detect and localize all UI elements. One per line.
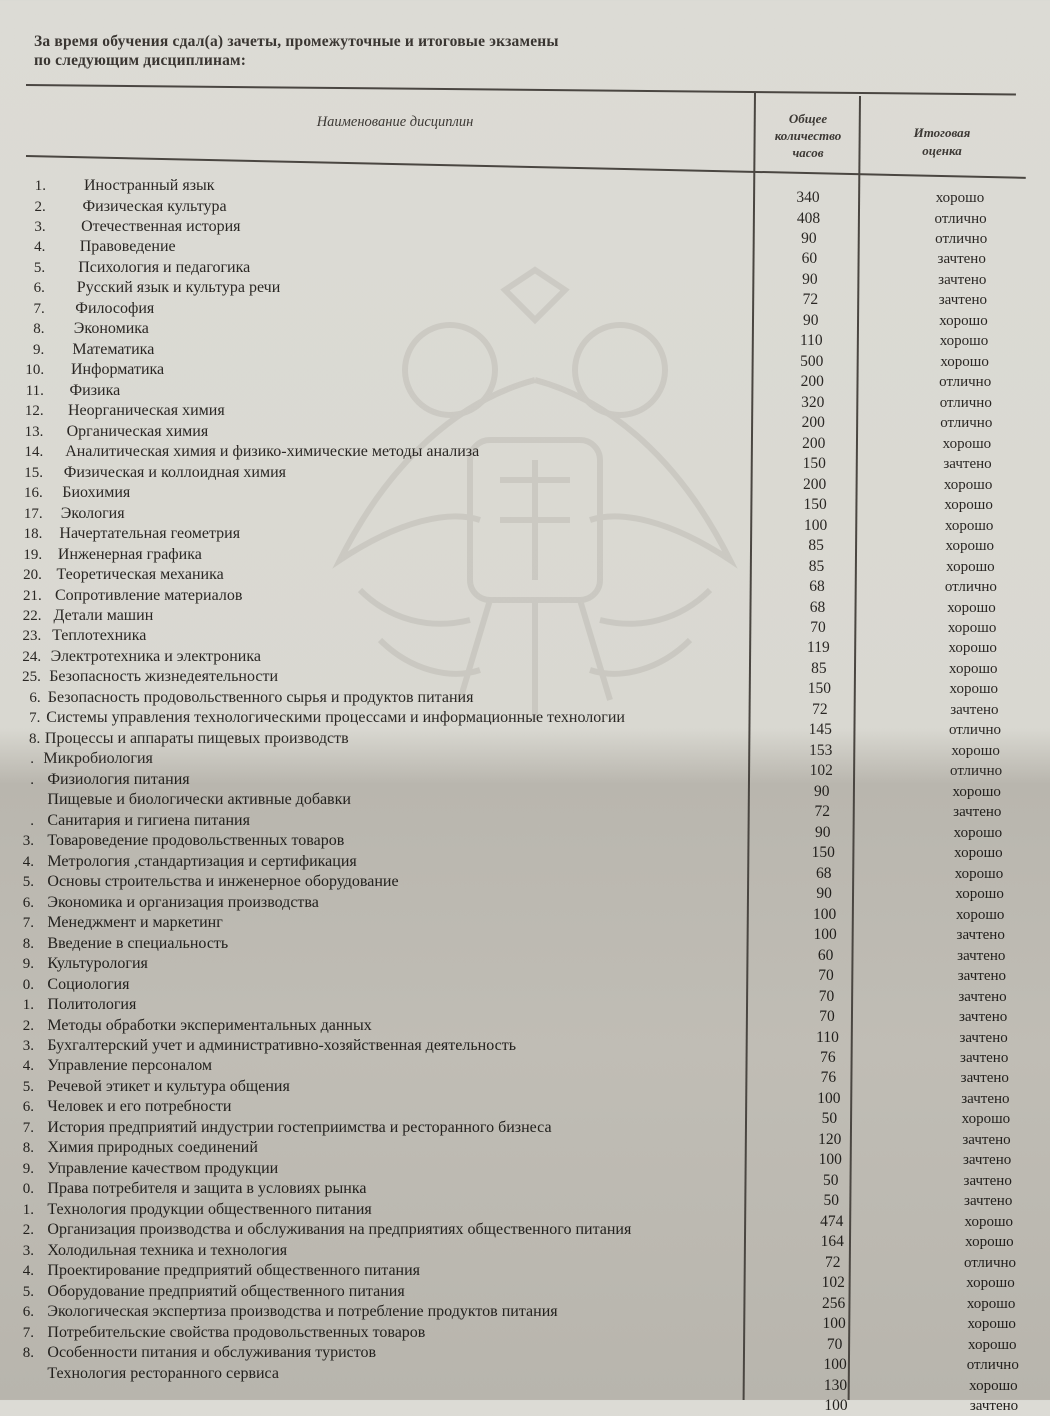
discipline-grade: хорошо	[965, 1234, 1014, 1251]
discipline-grade: хорошо	[947, 599, 996, 616]
discipline-name: Управление персоналом	[47, 1057, 213, 1075]
discipline-grade: хорошо	[949, 681, 999, 698]
row-number: .	[30, 751, 34, 768]
discipline-name: Технология продукции общественного питания	[47, 1200, 372, 1218]
row-number: 8.	[33, 321, 45, 338]
discipline-name: Методы обработки экспериментальных данных	[47, 1016, 372, 1034]
discipline-name: Отечественная история	[81, 217, 241, 235]
row-number: 5.	[33, 259, 46, 276]
discipline-hours: 130	[823, 1376, 848, 1394]
discipline-hours: 320	[801, 393, 825, 411]
discipline-hours: 100	[824, 1397, 848, 1414]
discipline-name: Электротехника и электроника	[50, 647, 261, 665]
discipline-hours: 72	[802, 291, 819, 309]
discipline-grade: хорошо	[952, 783, 1001, 800]
discipline-hours: 70	[818, 987, 835, 1005]
discipline-grade: хорошо	[945, 538, 995, 555]
discipline-grade: зачтено	[957, 968, 1007, 984]
discipline-grade: хорошо	[964, 1213, 1014, 1230]
discipline-grade: отлично	[939, 394, 992, 411]
discipline-hours: 200	[800, 373, 824, 391]
discipline-hours: 90	[814, 823, 831, 841]
discipline-name: Бухгалтерский учет и административно-хозяйственная деятельность	[47, 1036, 516, 1054]
discipline-hours: 100	[817, 1089, 841, 1107]
row-number: 24.	[22, 648, 42, 665]
row-number: .	[30, 771, 34, 788]
discipline-grade: зачтено	[962, 1131, 1011, 1148]
discipline-name: Начертательная геометрия	[59, 525, 241, 543]
discipline-name: Психология и педагогика	[78, 258, 251, 276]
discipline-name: Физиология питания	[47, 770, 190, 788]
discipline-grade: отлично	[939, 374, 992, 391]
discipline-grade: зачтено	[953, 804, 1002, 821]
discipline-hours: 50	[823, 1192, 840, 1210]
discipline-grade: зачтено	[960, 1049, 1009, 1066]
discipline-hours: 474	[820, 1212, 844, 1230]
table-top-rule	[26, 84, 1016, 95]
discipline-grade: хорошо	[955, 906, 1005, 923]
row-number: 3.	[22, 1037, 34, 1054]
discipline-grade: зачтено	[962, 1152, 1012, 1169]
discipline-grade: отлично	[948, 722, 1002, 739]
discipline-grade: отлично	[950, 763, 1003, 780]
discipline-name: Пищевые и биологически активные добавки	[47, 791, 351, 809]
discipline-grade: отлично	[940, 415, 993, 432]
row-number: 16.	[24, 485, 43, 502]
discipline-hours: 76	[820, 1069, 837, 1087]
row-number: 6.	[29, 689, 41, 706]
row-number: 4.	[22, 853, 34, 870]
discipline-name: Иностранный язык	[84, 177, 215, 194]
discipline-hours: 150	[811, 844, 835, 862]
row-number: 6.	[22, 1099, 34, 1116]
discipline-grade: хорошо	[968, 1336, 1017, 1353]
row-number: .	[30, 812, 34, 829]
row-number: 9.	[33, 341, 45, 358]
discipline-name: Физическая и коллоидная химия	[63, 463, 287, 481]
discipline-grade: хорошо	[966, 1295, 1016, 1312]
discipline-hours: 76	[820, 1048, 836, 1066]
discipline-hours: 100	[818, 1151, 842, 1169]
discipline-name: Экология	[60, 504, 125, 522]
row-number: 1.	[34, 178, 46, 194]
discipline-name: История предприятий индустрии гостеприимства и ресторанного бизнеса	[47, 1118, 552, 1136]
row-number: 8.	[22, 935, 34, 952]
discipline-grade: зачтено	[957, 947, 1006, 964]
discipline-hours: 119	[807, 639, 830, 657]
discipline-hours: 85	[811, 659, 827, 677]
discipline-hours: 200	[802, 434, 826, 452]
row-number: 20.	[23, 567, 42, 583]
discipline-hours: 72	[824, 1253, 841, 1271]
discipline-name: Системы управления технологическими процессами и информационные технологии	[46, 709, 625, 727]
discipline-hours: 110	[799, 332, 823, 350]
discipline-name: Сопротивление материалов	[55, 586, 243, 604]
discipline-hours: 70	[818, 967, 834, 984]
discipline-hours: 150	[803, 496, 827, 514]
discipline-hours: 102	[809, 762, 833, 780]
discipline-grade: отлично	[935, 230, 988, 247]
discipline-hours: 85	[808, 537, 824, 555]
row-number: 5.	[22, 1283, 34, 1300]
discipline-hours: 68	[815, 864, 832, 882]
discipline-name: Санитария и гигиена питания	[47, 811, 250, 829]
discipline-name: Неорганическая химия	[68, 402, 225, 420]
discipline-grade: отлично	[966, 1357, 1019, 1374]
row-number: 2.	[22, 1017, 34, 1034]
discipline-name: Особенности питания и обслуживания туристов	[47, 1344, 377, 1362]
discipline-grade: хорошо	[953, 824, 1003, 841]
discipline-grade: зачтено	[938, 292, 988, 309]
column-header-hours	[758, 110, 858, 161]
discipline-name: Потребительские свойства продовольственных товаров	[47, 1323, 426, 1341]
discipline-name: Политология	[47, 996, 137, 1013]
discipline-name: Метрология ,стандартизация и сертификация	[47, 852, 357, 870]
discipline-hours: 102	[821, 1274, 845, 1292]
column-header-hours-line-3: часов	[792, 145, 824, 160]
row-number: 9.	[22, 956, 34, 972]
discipline-grade: зачтено	[956, 927, 1005, 944]
row-number: 4.	[34, 239, 46, 256]
row-number: 19.	[23, 546, 43, 563]
row-number: 3.	[22, 1242, 34, 1259]
row-number: 13.	[24, 423, 44, 440]
discipline-hours: 100	[803, 516, 828, 534]
discipline-name: Инженерная графика	[57, 545, 202, 563]
row-number: 12.	[24, 403, 44, 420]
discipline-name: Проектирование предприятий общественного питания	[47, 1262, 421, 1280]
discipline-name: Русский язык и культура речи	[76, 279, 281, 297]
discipline-name: Правоведение	[79, 238, 176, 256]
row-number: 4.	[22, 1263, 34, 1280]
row-number: 2.	[34, 198, 46, 215]
row-number: 1.	[22, 1201, 34, 1218]
discipline-grade: зачтено	[958, 1009, 1008, 1025]
discipline-grade: зачтено	[958, 988, 1007, 1005]
discipline-grade: хорошо	[939, 333, 989, 350]
discipline-name: Математика	[72, 340, 155, 358]
discipline-name: Экономика	[73, 320, 149, 338]
discipline-name: Социология	[47, 975, 130, 993]
discipline-name: Экологическая экспертиза производства и потребление продуктов питания	[47, 1303, 558, 1321]
discipline-hours: 500	[800, 352, 824, 370]
discipline-grade: зачтено	[937, 251, 986, 268]
discipline-grade: зачтено	[969, 1398, 1019, 1414]
discipline-grade: хорошо	[969, 1377, 1018, 1394]
row-number: 6.	[22, 1304, 34, 1321]
row-number: 21.	[22, 587, 42, 604]
row-number: 0.	[22, 976, 34, 993]
row-number: 7.	[22, 1324, 34, 1341]
discipline-name: Физика	[69, 381, 121, 399]
discipline-name: Менеджмент и маркетинг	[47, 914, 223, 932]
discipline-grade: зачтено	[950, 701, 999, 718]
row-number: 6.	[22, 894, 34, 911]
discipline-grade: хорошо	[946, 558, 995, 575]
discipline-name: Микробиология	[43, 750, 153, 768]
discipline-hours: 68	[809, 598, 826, 616]
discipline-name: Управление качеством продукции	[47, 1159, 279, 1177]
discipline-grade: хорошо	[954, 845, 1003, 862]
row-number: 5.	[22, 1078, 34, 1095]
discipline-name: Оборудование предприятий общественного питания	[47, 1282, 405, 1300]
discipline-name: Введение в специальность	[47, 934, 229, 952]
row-number: 11.	[25, 382, 44, 399]
row-number: 25.	[22, 669, 41, 686]
discipline-name: Философия	[75, 299, 155, 317]
discipline-grade: хорошо	[967, 1316, 1016, 1333]
discipline-hours: 60	[817, 946, 834, 964]
discipline-hours: 340	[796, 189, 820, 206]
row-number: 15.	[24, 464, 43, 481]
discipline-grade: хорошо	[954, 865, 1004, 882]
discipline-name: Основы строительства и инженерное оборудование	[47, 873, 399, 891]
discipline-hours: 70	[810, 619, 826, 636]
discipline-grade: зачтено	[959, 1029, 1008, 1046]
discipline-grade: хорошо	[955, 886, 1004, 903]
discipline-hours: 90	[801, 229, 817, 247]
discipline-grade: хорошо	[935, 190, 985, 206]
discipline-hours: 100	[823, 1356, 847, 1374]
discipline-name: Физическая культура	[82, 197, 227, 215]
discipline-grade: отлично	[934, 210, 987, 227]
discipline-hours: 90	[816, 885, 832, 903]
discipline-hours: 70	[826, 1335, 843, 1353]
discipline-hours: 68	[809, 578, 825, 595]
table-row	[0, 1384, 1050, 1414]
discipline-hours: 70	[819, 1008, 835, 1025]
discipline-grade: хорошо	[944, 497, 993, 514]
discipline-hours: 100	[813, 926, 837, 944]
discipline-hours: 72	[812, 700, 828, 718]
discipline-hours: 90	[802, 270, 818, 288]
discipline-name: Биохимия	[62, 484, 131, 502]
discipline-hours: 50	[823, 1171, 839, 1189]
row-number: 7.	[33, 300, 45, 317]
discipline-grade: хорошо	[939, 312, 988, 329]
row-number: 0.	[22, 1181, 34, 1198]
row-number: 3.	[22, 833, 34, 850]
discipline-hours: 150	[807, 680, 832, 698]
discipline-name: Органическая химия	[66, 422, 209, 440]
discipline-name: Технология ресторанного сервиса	[47, 1364, 279, 1382]
discipline-grade: зачтено	[961, 1090, 1010, 1107]
column-header-grade-line-2: оценка	[922, 143, 962, 158]
column-header-name: Наименование дисциплин	[316, 114, 474, 130]
discipline-grade: хорошо	[942, 435, 992, 452]
row-number: 7.	[29, 710, 41, 727]
row-number: 22.	[22, 608, 42, 624]
row-number: 7.	[22, 1119, 34, 1136]
intro-line-2: по следующим дисциплинам:	[34, 52, 247, 69]
discipline-grade: зачтено	[963, 1172, 1012, 1189]
row-number: 8.	[22, 1140, 34, 1157]
intro-text	[34, 32, 734, 70]
column-header-hours-line-2: количество	[774, 128, 842, 143]
discipline-grade: хорошо	[948, 640, 997, 657]
discipline-hours: 145	[808, 721, 832, 739]
column-header-grade-line-1: Итоговая	[913, 125, 971, 140]
discipline-hours: 200	[802, 475, 827, 493]
discipline-name: Информатика	[71, 361, 165, 379]
row-number: 18.	[23, 526, 43, 543]
discipline-hours: 90	[814, 782, 830, 800]
discipline-name: Права потребителя и защита в условиях рынка	[47, 1180, 367, 1198]
discipline-hours: 85	[808, 557, 825, 575]
discipline-grade: хорошо	[966, 1275, 1015, 1292]
row-number: 2.	[22, 1222, 34, 1239]
discipline-hours: 256	[821, 1294, 846, 1312]
column-header-hours-line-1: Общее	[788, 111, 828, 126]
discipline-grade: хорошо	[944, 517, 994, 534]
discipline-name: Теоретическая механика	[56, 566, 224, 583]
discipline-grade: хорошо	[961, 1111, 1011, 1128]
discipline-grade: хорошо	[949, 660, 998, 677]
discipline-grade: отлично	[963, 1254, 1017, 1271]
discipline-hours: 153	[809, 741, 833, 759]
discipline-hours: 120	[818, 1130, 842, 1148]
intro-line-1: За время обучения сдал(а) зачеты, промежуточные и итоговые экзамены	[34, 33, 559, 50]
discipline-name: Аналитическая химия и физико-химические методы анализа	[65, 443, 480, 461]
discipline-grade: зачтено	[960, 1070, 1009, 1087]
row-number: 14.	[24, 444, 44, 461]
discipline-name: Процессы и аппараты пищевых производств	[44, 729, 349, 747]
discipline-name: Культурология	[47, 955, 148, 972]
row-number: 3.	[34, 218, 46, 235]
row-number: 4.	[22, 1058, 34, 1075]
table-row	[0, 1364, 1050, 1394]
discipline-hours: 60	[801, 250, 818, 268]
discipline-hours: 90	[803, 311, 819, 329]
discipline-grade: хорошо	[940, 353, 989, 370]
discipline-grade: зачтено	[964, 1193, 1013, 1210]
discipline-hours: 110	[816, 1028, 839, 1046]
discipline-hours: 408	[796, 209, 821, 227]
row-number: 1.	[22, 997, 34, 1013]
row-number: 6.	[33, 280, 45, 297]
discipline-hours: 164	[820, 1233, 844, 1251]
discipline-hours: 200	[801, 414, 825, 432]
discipline-hours: 100	[822, 1315, 846, 1333]
discipline-hours: 72	[814, 803, 830, 821]
discipline-name: Холодильная техника и технология	[47, 1241, 288, 1259]
discipline-grade: зачтено	[938, 271, 987, 288]
row-number: 17.	[23, 505, 43, 522]
row-number: 23.	[22, 628, 42, 645]
discipline-name: Химия природных соединений	[47, 1139, 258, 1157]
column-header-grade	[872, 124, 1012, 160]
discipline-grade: хорошо	[947, 620, 997, 636]
discipline-grade: зачтено	[943, 456, 992, 473]
discipline-name: Организация производства и обслуживания на предприятиях общественного питания	[47, 1221, 632, 1239]
discipline-grade: хорошо	[951, 742, 1000, 759]
discipline-name: Человек и его потребности	[47, 1098, 232, 1116]
discipline-name: Речевой этикет и культура общения	[47, 1077, 290, 1095]
discipline-hours: 150	[802, 455, 826, 473]
discipline-hours: 50	[821, 1110, 838, 1128]
discipline-name: Детали машин	[53, 607, 154, 624]
discipline-grade: отлично	[944, 579, 997, 595]
row-number: 10.	[25, 362, 45, 379]
row-number: 8.	[22, 1345, 34, 1362]
row-number: 5.	[22, 874, 34, 891]
discipline-hours: 100	[812, 905, 837, 923]
discipline-name: Товароведение продовольственных товаров	[47, 832, 345, 850]
discipline-name: Безопасность жизнедеятельности	[49, 668, 278, 686]
row-number: 7.	[22, 915, 34, 932]
row-number: 9.	[22, 1160, 34, 1177]
discipline-grade: хорошо	[943, 476, 993, 493]
discipline-name: Экономика и организация производства	[47, 893, 319, 911]
discipline-name: Безопасность продовольственного сырья и продуктов питания	[47, 688, 474, 706]
row-number: 8.	[28, 730, 41, 747]
discipline-name: Теплотехника	[52, 627, 147, 645]
